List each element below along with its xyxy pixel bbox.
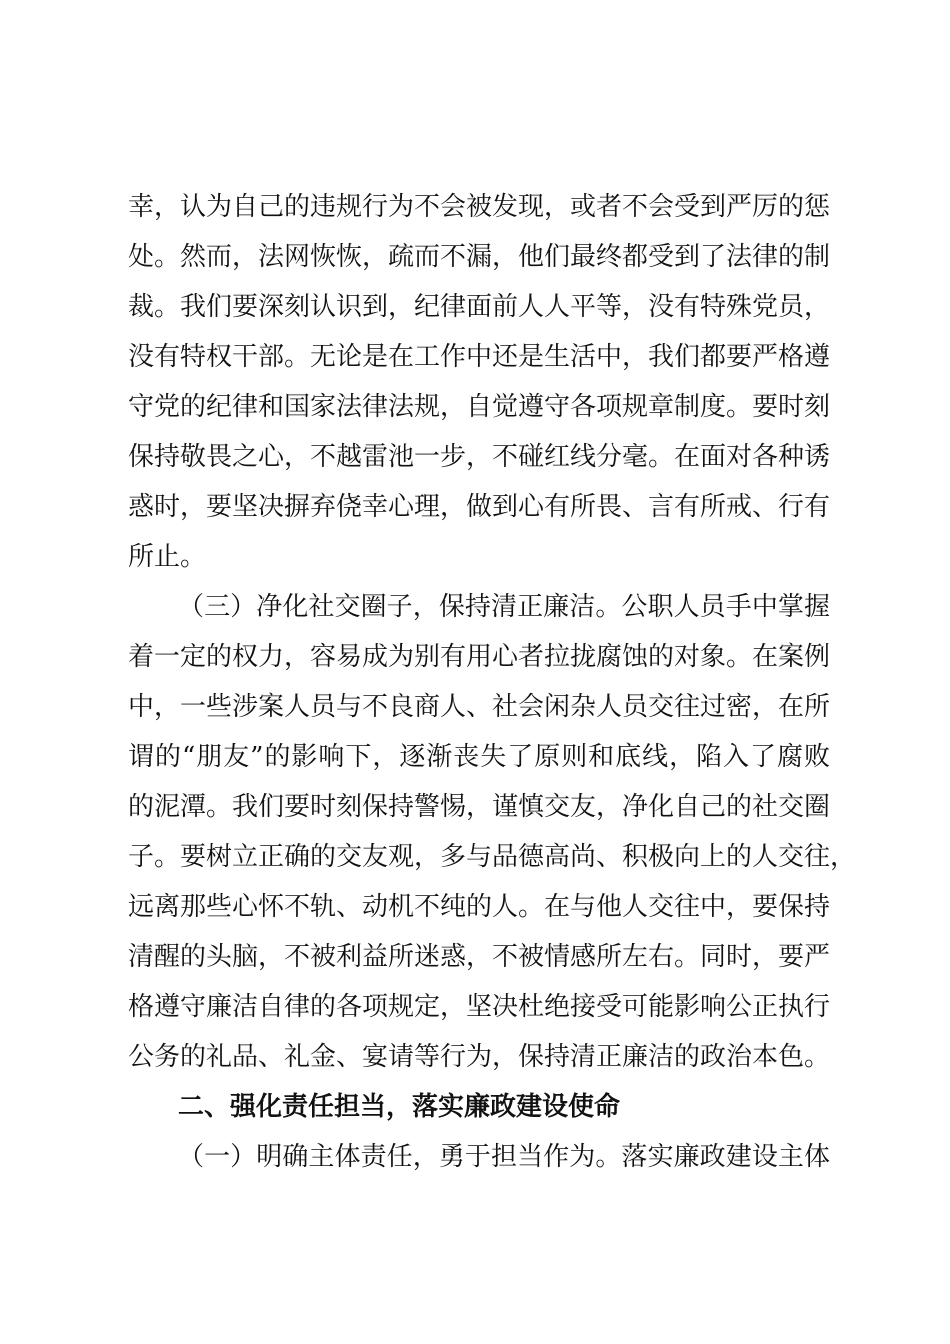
text-line: （一）明确主体责任，勇于担当作为。落实廉政建设主体 xyxy=(178,1142,830,1172)
text-line: （三）净化社交圈子，保持清正廉洁。公职人员手中掌握 xyxy=(178,592,830,622)
text-line: 谓的“朋友”的影响下，逐渐丧失了原则和底线，陷入了腐败 xyxy=(128,742,830,772)
text-line: 处。然而，法网恢恢，疏而不漏，他们最终都受到了法律的制 xyxy=(128,242,831,272)
text-line: 中，一些涉案人员与不良商人、社会闲杂人员交往过密，在所 xyxy=(128,692,831,722)
text-line: 子。要树立正确的交友观，多与品德高尚、积极向上的人交往， xyxy=(128,842,857,872)
text-line: 公务的礼品、礼金、宴请等行为，保持清正廉洁的政治本色。 xyxy=(128,1042,831,1072)
text-line: 幸，认为自己的违规行为不会被发现，或者不会受到严厉的惩 xyxy=(128,192,831,222)
heading-text: 二、强化责任担当，落实廉政建设使命 xyxy=(178,1092,621,1122)
text-line: 着一定的权力，容易成为别有用心者拉拢腐蚀的对象。在案例 xyxy=(128,642,831,672)
text-line: 守党的纪律和国家法律法规，自觉遵守各项规章制度。要时刻 xyxy=(128,392,831,422)
text-line: 惑时，要坚决摒弃侥幸心理，做到心有所畏、言有所戒、行有 xyxy=(128,492,831,522)
text-line: 保持敬畏之心，不越雷池一步，不碰红线分毫。在面对各种诱 xyxy=(128,442,831,472)
text-line: 的泥潭。我们要时刻保持警惕，谨慎交友，净化自己的社交圈 xyxy=(128,792,831,822)
text-line: 没有特权干部。无论是在工作中还是生活中，我们都要严格遵 xyxy=(128,342,831,372)
text-line: 远离那些心怀不轨、动机不纯的人。在与他人交往中，要保持 xyxy=(128,892,831,922)
text-line: 清醒的头脑，不被利益所迷惑，不被情感所左右。同时，要严 xyxy=(128,942,831,972)
text-line: 格遵守廉洁自律的各项规定，坚决杜绝接受可能影响公正执行 xyxy=(128,992,831,1022)
text-line: 裁。我们要深刻认识到，纪律面前人人平等，没有特殊党员， xyxy=(128,292,831,322)
text-line: 所止。 xyxy=(128,542,207,572)
